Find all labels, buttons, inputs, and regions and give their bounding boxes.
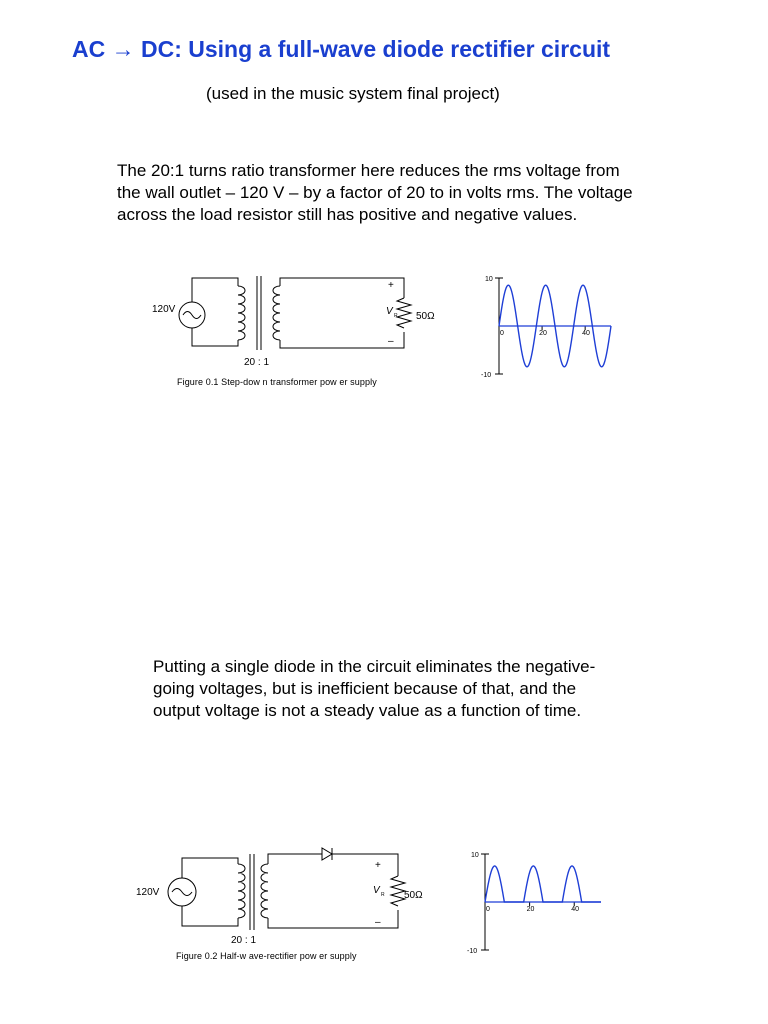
series-line xyxy=(485,866,601,902)
turns-ratio-label: 20 : 1 xyxy=(231,935,257,946)
diode-paragraph xyxy=(153,656,595,722)
voltage-label: V xyxy=(373,885,380,896)
secondary-coil xyxy=(273,286,280,340)
secondary-coil xyxy=(261,864,268,918)
primary-coil xyxy=(238,864,245,918)
load-resistor xyxy=(391,876,405,906)
paragraph-line: the wall outlet – 120 V – by a factor of 20 to in volts rms. The voltage xyxy=(117,183,633,202)
transformer-circuit-diagram xyxy=(140,268,450,378)
voltage-subscript: R xyxy=(394,313,398,319)
resistor-label: 50Ω xyxy=(416,311,435,322)
page-title: AC → DC: Using a full-wave diode rectifier circuit xyxy=(72,36,611,62)
intro-paragraph xyxy=(117,160,633,226)
voltage-label: V xyxy=(386,306,393,317)
x-tick-label: 40 xyxy=(571,906,580,913)
paragraph-line: Putting a single diode in the circuit eliminates the negative- xyxy=(153,657,596,676)
resistor-label: 50Ω xyxy=(404,890,423,901)
y-tick-label: -10 xyxy=(481,372,492,379)
primary-coil xyxy=(238,286,245,340)
y-tick-label: -10 xyxy=(467,948,478,955)
minus-label: – xyxy=(388,336,394,347)
half-wave-rectifier-diagram xyxy=(130,842,440,952)
y-tick-label: 10 xyxy=(471,852,479,859)
paragraph-line: The 20:1 turns ratio transformer here reduces the rms voltage from xyxy=(117,161,620,180)
paragraph-line: across the load resistor still has positive and negative values. xyxy=(117,205,578,224)
plus-label: + xyxy=(388,280,394,291)
half-wave-chart xyxy=(460,846,610,956)
diode-symbol xyxy=(322,848,332,860)
load-resistor xyxy=(397,298,411,328)
page-subtitle: (used in the music system final project) xyxy=(206,84,500,103)
y-tick-label: 10 xyxy=(485,276,493,283)
x-tick-label: 20 xyxy=(526,906,535,913)
paragraph-line: going voltages, but is inefficient because of that, and the xyxy=(153,679,577,698)
x-tick-label: 20 xyxy=(539,330,547,337)
plus-label: + xyxy=(375,860,381,871)
source-label: 120V xyxy=(136,887,160,898)
x-tick-label: 0 xyxy=(500,330,504,337)
source-label: 120V xyxy=(152,304,176,315)
sine-wave-chart xyxy=(470,270,620,380)
figure-caption: Figure 0.2 Half-w ave-rectifier pow er supply xyxy=(176,951,357,961)
minus-label: – xyxy=(375,917,381,928)
x-tick-label: 0 xyxy=(486,906,490,913)
voltage-subscript: R xyxy=(381,892,385,898)
turns-ratio-label: 20 : 1 xyxy=(244,357,270,368)
x-tick-label: 40 xyxy=(582,330,590,337)
figure-caption: Figure 0.1 Step-dow n transformer pow er supply xyxy=(177,377,377,387)
paragraph-line: output voltage is not a steady value as a function of time. xyxy=(153,701,582,720)
